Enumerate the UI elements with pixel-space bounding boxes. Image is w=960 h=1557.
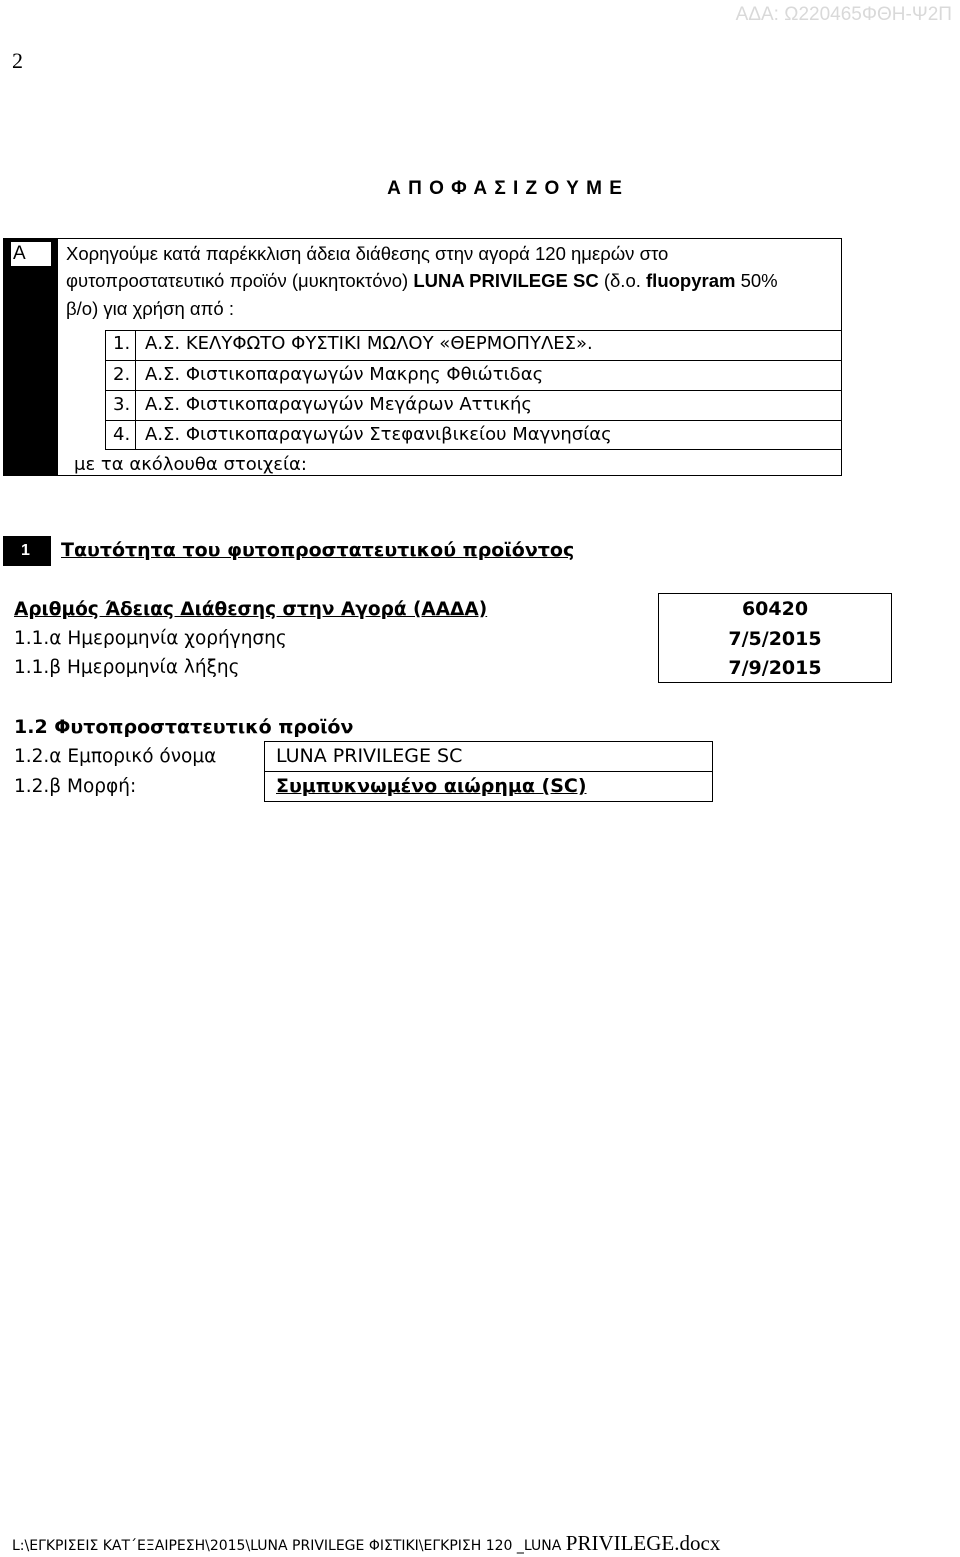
footer-filename-end: PRIVILEGE.docx bbox=[565, 1531, 721, 1555]
recipient-row bbox=[105, 420, 842, 450]
trade-name-label: 1.2.α Εμπορικό όνομα bbox=[14, 746, 217, 767]
recipient-number: 4. bbox=[113, 424, 131, 445]
adda-label: Αριθμός Άδειας Διάθεσης στην Αγορά (ΑΑΔΑ) bbox=[14, 599, 488, 620]
recipient-row bbox=[105, 330, 842, 360]
ada-code: ΑΔΑ: Ω220465ΦΘΗ-Ψ2Π bbox=[735, 4, 952, 25]
trade-name-value: LUNA PRIVILEGE SC bbox=[276, 745, 463, 767]
recipient-number: 3. bbox=[113, 394, 131, 415]
recipient-row bbox=[105, 390, 842, 420]
line2-suffix: 50% bbox=[735, 270, 778, 291]
form-value: Συμπυκνωμένο αιώρημα (SC) bbox=[276, 775, 587, 797]
section-a-line-1: Χορηγούμε κατά παρέκκλιση άδεια διάθεσης στην αγορά 120 ημερών στο bbox=[66, 243, 669, 264]
line2-prefix: φυτοπροστατευτικό προϊόν (μυκητοκτόνο) bbox=[66, 270, 414, 291]
form-label: 1.2.β Μορφή: bbox=[14, 776, 137, 797]
product-name-inline: LUNA PRIVILEGE SC bbox=[413, 270, 599, 291]
recipient-row bbox=[105, 360, 842, 390]
section-a-marker bbox=[3, 238, 58, 476]
recipient-name: Α.Σ. Φιστικοπαραγωγών Στεφανιβικείου Μαγνησίας bbox=[145, 424, 612, 445]
active-substance: fluopyram bbox=[646, 270, 736, 291]
recipient-name: Α.Σ. Φιστικοπαραγωγών Μεγάρων Αττικής bbox=[145, 394, 532, 415]
subsection-1-2-title: 1.2 Φυτοπροστατευτικό προϊόν bbox=[14, 716, 354, 738]
expiry-date-label: 1.1.β Ημερομηνία λήξης bbox=[14, 657, 240, 678]
document-title: Α Π Ο Φ Α Σ Ι Ζ Ο Υ Μ Ε bbox=[387, 178, 623, 199]
section-a-line-3: β/ο) για χρήση από : bbox=[66, 298, 234, 319]
recipient-number: 2. bbox=[113, 364, 131, 385]
footer-file-path bbox=[12, 1531, 720, 1556]
grant-date-value: 7/5/2015 bbox=[728, 628, 822, 650]
section-a-closing: με τα ακόλουθα στοιχεία: bbox=[74, 454, 307, 475]
footer-path: L:\ΕΓΚΡΙΣΕΙΣ ΚΑΤ΄ΕΞΑΙΡΕΣΗ\2015\LUNA PRIVILEGE ΦΙΣΤΙΚΙ\ΕΓΚΡΙΣΗ 120 _LUNA bbox=[12, 1538, 566, 1554]
section-a-letter: Α bbox=[11, 242, 51, 266]
expiry-date-value: 7/9/2015 bbox=[728, 657, 822, 679]
section-1-number: 1 bbox=[3, 536, 51, 566]
product-details-divider bbox=[264, 771, 713, 772]
page-number: 2 bbox=[12, 48, 23, 73]
grant-date-label: 1.1.α Ημερομηνία χορήγησης bbox=[14, 628, 287, 649]
recipient-name: Α.Σ. ΚΕΛΥΦΩΤΟ ΦΥΣΤΙΚΙ ΜΩΛΟΥ «ΘΕΡΜΟΠΥΛΕΣ». bbox=[145, 333, 593, 354]
line2-middle: (δ.ο. bbox=[598, 270, 647, 291]
adda-value: 60420 bbox=[741, 598, 809, 620]
recipient-number: 1. bbox=[113, 333, 131, 354]
section-1-title: Ταυτότητα του φυτοπροστατευτικού προϊόντος bbox=[61, 539, 575, 561]
section-a-line-2 bbox=[66, 270, 778, 292]
recipient-name: Α.Σ. Φιστικοπαραγωγών Μακρης Φθιώτιδας bbox=[145, 364, 544, 385]
